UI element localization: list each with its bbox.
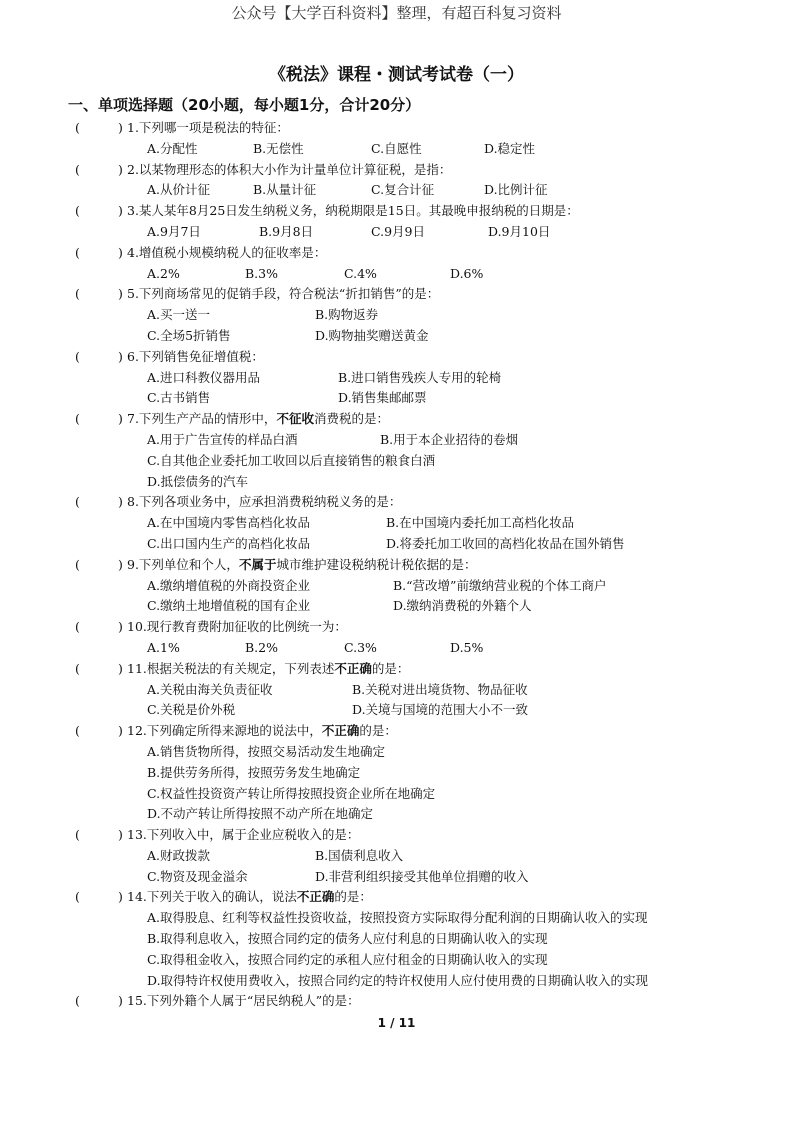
answer-blank-open[interactable]: ( — [75, 889, 80, 905]
option-a[interactable]: A.进口科教仪器用品 — [147, 369, 261, 385]
question-stem — [127, 409, 389, 430]
answer-blank-open[interactable]: ( — [75, 827, 80, 843]
stem-text: 2.以某物理形态的体积大小作为计量单位计算征税，是指： — [127, 161, 452, 177]
stem-text: 1.下列哪一项是税法的特征： — [127, 120, 289, 135]
option-c[interactable]: C.复合计征 — [371, 182, 435, 198]
stem-emphasis: 不正确 — [334, 660, 372, 676]
answer-blank-close[interactable]: ) — [118, 556, 123, 572]
option-d[interactable]: D.缴纳消费税的外籍个人 — [393, 598, 532, 614]
option-d[interactable]: D.6% — [450, 265, 484, 281]
option-d[interactable]: D.稳定性 — [484, 140, 536, 156]
option-c[interactable]: C.出口国内生产的高档化妆品 — [147, 535, 311, 551]
question-7 — [0, 409, 793, 430]
page-number: 1 / 11 — [377, 1016, 416, 1030]
answer-blank-close[interactable]: ) — [118, 619, 123, 635]
option-d[interactable]: D.5% — [450, 639, 484, 655]
answer-blank-close[interactable]: ) — [118, 993, 123, 1009]
stem-text: 7.下列生产产品的情形中， — [127, 411, 277, 427]
question-list — [0, 118, 793, 1012]
stem-emphasis: 不征收 — [276, 411, 314, 427]
option-c[interactable]: C.自愿性 — [371, 140, 422, 156]
question-stem — [127, 243, 326, 264]
answer-blank-open[interactable]: ( — [75, 161, 80, 177]
option-row — [0, 139, 793, 160]
option-row — [0, 305, 793, 326]
option-c[interactable]: C.全场5折销售 — [147, 327, 231, 343]
option-b[interactable]: B.2% — [245, 639, 278, 655]
stem-text: 14.下列关于收入的确认，说法 — [127, 889, 297, 905]
question-11 — [0, 659, 793, 680]
option-b[interactable]: B.提供劳务所得，按照劳务发生地确定 — [147, 764, 361, 780]
answer-blank-close[interactable]: ) — [118, 286, 123, 302]
question-3 — [0, 201, 793, 222]
question-6 — [0, 347, 793, 368]
option-a[interactable]: A.2% — [147, 265, 180, 281]
option-row — [0, 867, 793, 888]
answer-blank-open[interactable]: ( — [75, 411, 80, 427]
answer-blank-open[interactable]: ( — [75, 494, 80, 510]
option-row — [0, 700, 793, 721]
option-c[interactable]: C.取得租金收入，按照合同约定的承租人应付租金的日期确认收入的实现 — [147, 951, 548, 967]
question-stem — [127, 492, 401, 513]
section-heading: 一、单项选择题（20小题，每小题1分，合计20分） — [68, 96, 421, 114]
answer-blank-open[interactable]: ( — [75, 203, 80, 219]
option-d[interactable]: D.比例计征 — [484, 182, 548, 198]
option-c[interactable]: C.关税是价外税 — [147, 702, 236, 718]
option-a[interactable]: A.从价计征 — [147, 182, 211, 198]
page-header: 公众号【大学百科资料】整理，有超百科复习资料 — [231, 4, 562, 22]
question-stem — [127, 284, 439, 305]
option-row — [0, 368, 793, 389]
stem-emphasis: 不属于 — [238, 556, 277, 572]
option-c[interactable]: C.自其他企业委托加工收回以后直接销售的粮食白酒 — [147, 452, 436, 468]
answer-blank-close[interactable]: ) — [118, 827, 123, 843]
answer-blank-close[interactable]: ) — [118, 889, 123, 905]
option-c[interactable]: C.古书销售 — [147, 390, 211, 406]
answer-blank-open[interactable]: ( — [75, 556, 80, 572]
option-row — [0, 929, 793, 950]
stem-text-rest: 消费税的是： — [313, 411, 389, 427]
stem-text: 13.下列收入中，属于企业应税收入的是： — [127, 827, 360, 843]
question-stem — [127, 825, 359, 846]
answer-blank-open[interactable]: ( — [75, 619, 80, 635]
stem-text: 3.某人某年8月25日发生纳税义务，纳税期限是15日。其最晚申报纳税的日期是： — [127, 203, 579, 219]
stem-text: 8.下列各项业务中，应承担消费税纳税义务的是： — [127, 494, 402, 510]
page-title: 《税法》课程・测试考试卷（一） — [269, 65, 524, 85]
stem-emphasis: 不正确 — [296, 889, 335, 905]
option-d[interactable]: D.销售集邮邮票 — [338, 390, 427, 406]
option-b[interactable]: B.从量计征 — [253, 182, 317, 198]
stem-text: 12.下列确定所得来源地的说法中， — [127, 723, 322, 739]
option-a[interactable]: A.9月7日 — [147, 223, 201, 239]
option-a[interactable]: A.缴纳增值税的外商投资企业 — [147, 577, 311, 593]
option-row — [0, 784, 793, 805]
stem-text: 15.下列外籍个人属于“居民纳税人”的是： — [127, 993, 360, 1009]
option-c[interactable]: C.权益性投资资产转让所得按照投资企业所在地确定 — [147, 785, 436, 801]
option-b[interactable]: B.进口销售残疾人专用的轮椅 — [338, 369, 502, 385]
question-stem — [127, 160, 451, 181]
option-row — [0, 638, 793, 659]
question-stem — [127, 555, 476, 576]
stem-text: 4.增值税小规模纳税人的征收率是： — [127, 244, 327, 260]
stem-text: 5.下列商场常见的促销手段，符合税法“折扣销售”的是： — [127, 286, 440, 302]
option-a[interactable]: A.买一送一 — [147, 307, 211, 323]
question-9 — [0, 555, 793, 576]
option-row — [0, 680, 793, 701]
option-a[interactable]: A.财政拨款 — [147, 847, 211, 863]
option-a[interactable]: A.关税由海关负责征收 — [147, 681, 273, 697]
answer-blank-open[interactable]: ( — [75, 120, 80, 135]
option-b[interactable]: B.关税对进出境货物、物品征收 — [352, 681, 528, 697]
option-a[interactable]: A.在中国境内零售高档化妆品 — [147, 515, 311, 531]
option-c[interactable]: C.9月9日 — [371, 223, 425, 239]
option-d[interactable]: D.不动产转让所得按照不动产所在地确定 — [147, 806, 374, 822]
question-5 — [0, 284, 793, 305]
option-row — [0, 846, 793, 867]
question-13 — [0, 825, 793, 846]
stem-text: 11.根据关税法的有关规定，下列表述 — [127, 660, 335, 676]
option-b[interactable]: B.“营改增”前缴纳营业税的个体工商户 — [393, 577, 607, 593]
question-stem — [127, 721, 397, 742]
option-row — [0, 908, 793, 929]
option-row — [0, 222, 793, 243]
option-a[interactable]: A.1% — [147, 639, 180, 655]
question-stem — [127, 887, 372, 908]
option-c[interactable]: C.物资及现金溢余 — [147, 868, 248, 884]
option-row — [0, 596, 793, 617]
option-a[interactable]: A.分配性 — [147, 140, 198, 156]
answer-blank-close[interactable]: ) — [118, 660, 123, 676]
answer-blank-close[interactable]: ) — [118, 494, 123, 510]
option-row — [0, 804, 793, 825]
stem-text: 9.下列单位和个人， — [127, 556, 239, 572]
answer-blank-close[interactable]: ) — [118, 723, 123, 739]
stem-text-rest: 的是： — [334, 889, 372, 905]
option-row — [0, 950, 793, 971]
option-row — [0, 472, 793, 493]
question-2 — [0, 160, 793, 181]
option-row — [0, 971, 793, 992]
question-14 — [0, 887, 793, 908]
option-a[interactable]: A.用于广告宣传的样品白酒 — [147, 431, 298, 447]
option-row — [0, 264, 793, 285]
answer-blank-close[interactable]: ) — [118, 411, 123, 427]
question-stem — [127, 201, 579, 222]
answer-blank-open[interactable]: ( — [75, 244, 80, 260]
question-10 — [0, 617, 793, 638]
stem-emphasis: 不正确 — [321, 723, 360, 739]
question-stem — [127, 118, 289, 139]
answer-blank-open[interactable]: ( — [75, 723, 80, 739]
option-d[interactable]: D.取得特许权使用费收入，按照合同约定的特许权使用人应付使用费的日期确认收入的实现 — [147, 972, 649, 988]
question-8 — [0, 492, 793, 513]
question-stem — [127, 347, 264, 368]
answer-blank-open[interactable]: ( — [75, 660, 80, 676]
question-12 — [0, 721, 793, 742]
option-d[interactable]: D.将委托加工收回的高档化妆品在国外销售 — [386, 535, 625, 551]
stem-text-rest: 城市维护建设税纳税计税依据的是： — [276, 556, 477, 572]
answer-blank-close[interactable]: ) — [118, 348, 123, 364]
option-row — [0, 763, 793, 784]
option-row — [0, 451, 793, 472]
option-b[interactable]: B.9月8日 — [259, 223, 314, 239]
option-c[interactable]: C.缴纳土地增值税的国有企业 — [147, 598, 311, 614]
stem-text-rest: 的是： — [371, 660, 410, 676]
option-b[interactable]: B.无偿性 — [253, 140, 304, 156]
option-row — [0, 430, 793, 451]
option-d[interactable]: D.关境与国境的范围大小不一致 — [352, 702, 529, 718]
option-c[interactable]: C.4% — [344, 265, 377, 281]
stem-text-rest: 的是： — [359, 723, 397, 739]
option-a[interactable]: A.销售货物所得，按照交易活动发生地确定 — [147, 743, 386, 759]
option-row — [0, 326, 793, 347]
stem-text: 6.下列销售免征增值税： — [127, 348, 264, 364]
answer-blank-open[interactable]: ( — [75, 348, 80, 364]
answer-blank-close[interactable]: ) — [118, 203, 123, 219]
option-row — [0, 534, 793, 555]
option-b[interactable]: B.购物返券 — [315, 307, 379, 323]
option-b[interactable]: B.3% — [245, 265, 278, 281]
option-d[interactable]: D.购物抽奖赠送黄金 — [315, 327, 429, 343]
option-row — [0, 180, 793, 201]
answer-blank-close[interactable]: ) — [118, 244, 123, 260]
option-row — [0, 742, 793, 763]
option-b[interactable]: B.在中国境内委托加工高档化妆品 — [386, 515, 575, 531]
question-15 — [0, 991, 793, 1012]
question-stem — [127, 659, 409, 680]
option-a[interactable]: A.取得股息、红利等权益性投资收益，按照投资方实际取得分配利润的日期确认收入的实现 — [147, 910, 648, 926]
option-d[interactable]: D.抵偿债务的汽车 — [147, 473, 249, 489]
question-4 — [0, 243, 793, 264]
stem-text: 10.现行教育费附加征收的比例统一为： — [127, 619, 347, 635]
option-b[interactable]: B.用于本企业招待的卷烟 — [380, 431, 519, 447]
answer-blank-close[interactable]: ) — [118, 161, 123, 177]
question-stem — [127, 617, 347, 638]
answer-blank-open[interactable]: ( — [75, 286, 80, 302]
option-c[interactable]: C.3% — [344, 639, 377, 655]
option-row — [0, 513, 793, 534]
answer-blank-open[interactable]: ( — [75, 993, 80, 1009]
question-stem — [127, 991, 360, 1012]
option-row — [0, 576, 793, 597]
option-d[interactable]: D.9月10日 — [488, 223, 551, 239]
option-row — [0, 388, 793, 409]
option-d[interactable]: D.非营利组织接受其他单位捐赠的收入 — [315, 868, 529, 884]
question-1 — [0, 118, 793, 139]
answer-blank-close[interactable]: ) — [118, 120, 123, 135]
option-b[interactable]: B.取得利息收入，按照合同约定的债务人应付利息的日期确认收入的实现 — [147, 931, 548, 947]
option-b[interactable]: B.国债利息收入 — [315, 847, 404, 863]
